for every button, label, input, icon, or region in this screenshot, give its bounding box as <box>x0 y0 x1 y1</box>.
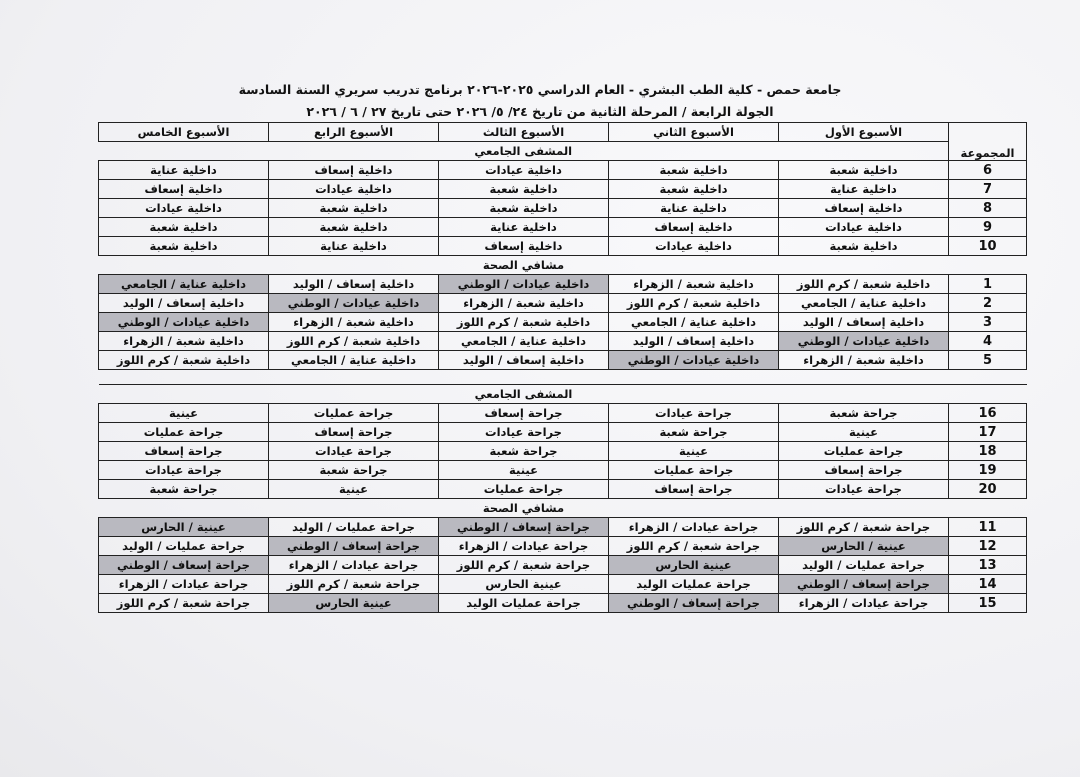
group-column-header: المجموعة <box>949 123 1027 161</box>
schedule-cell: داخلية عيادات <box>99 199 269 218</box>
table-row <box>99 404 1027 423</box>
table-row <box>99 518 1027 537</box>
group-number: 20 <box>949 480 1027 499</box>
schedule-cell: داخلية عيادات <box>439 161 609 180</box>
schedule-cell: جراحة شعبة <box>269 461 439 480</box>
schedule-cell: جراحة شعبة / كرم اللوز <box>269 575 439 594</box>
table-row <box>99 275 1027 294</box>
group-number: 5 <box>949 351 1027 370</box>
schedule-cell: داخلية عناية <box>609 199 779 218</box>
schedule-cell: داخلية عناية / الجامعي <box>269 351 439 370</box>
section-title: المشفى الجامعي <box>99 385 949 404</box>
group-number: 11 <box>949 518 1027 537</box>
schedule-cell: داخلية شعبة <box>269 199 439 218</box>
schedule-cell: عينية <box>609 442 779 461</box>
group-number: 17 <box>949 423 1027 442</box>
schedule-table <box>98 122 1027 613</box>
schedule-cell: عينية / الحارس <box>779 537 949 556</box>
section-spacer <box>949 256 1027 275</box>
schedule-cell: داخلية عناية / الجامعي <box>99 275 269 294</box>
schedule-cell: داخلية شعبة / الزهراء <box>609 275 779 294</box>
group-number: 14 <box>949 575 1027 594</box>
schedule-cell: داخلية عناية <box>439 218 609 237</box>
group-number: 13 <box>949 556 1027 575</box>
schedule-cell: جراحة إسعاف / الوطني <box>269 537 439 556</box>
schedule-cell: داخلية شعبة <box>609 161 779 180</box>
table-row <box>99 461 1027 480</box>
schedule-cell: داخلية شعبة <box>439 199 609 218</box>
schedule-cell: عينية / الحارس <box>99 518 269 537</box>
table-row <box>99 161 1027 180</box>
week-header: الأسبوع الرابع <box>269 123 439 142</box>
section-spacer <box>949 385 1027 404</box>
schedule-cell: جراحة عيادات <box>269 442 439 461</box>
schedule-cell: داخلية عيادات / الوطني <box>269 294 439 313</box>
schedule-cell: جراحة عمليات <box>99 423 269 442</box>
schedule-cell: داخلية شعبة / كرم اللوز <box>99 351 269 370</box>
table-row <box>99 537 1027 556</box>
schedule-cell: عينية الحارس <box>439 575 609 594</box>
schedule-cell: داخلية شعبة <box>99 237 269 256</box>
schedule-cell: داخلية عيادات / الوطني <box>439 275 609 294</box>
gap-cell <box>99 370 1027 385</box>
table-row <box>99 480 1027 499</box>
schedule-cell: داخلية شعبة / الزهراء <box>439 294 609 313</box>
group-number: 10 <box>949 237 1027 256</box>
schedule-cell: داخلية عيادات <box>269 180 439 199</box>
schedule-cell: جراحة عمليات / الوليد <box>99 537 269 556</box>
schedule-cell: جراحة عمليات الوليد <box>439 594 609 613</box>
schedule-cell: جراحة إسعاف <box>439 404 609 423</box>
schedule-cell: جراحة عمليات <box>609 461 779 480</box>
schedule-cell: عينية <box>439 461 609 480</box>
schedule-cell: جراحة عيادات / الزهراء <box>99 575 269 594</box>
schedule-cell: جراحة إسعاف <box>269 423 439 442</box>
schedule-cell: جراحة عمليات <box>779 442 949 461</box>
schedule-cell: جراحة عمليات <box>269 404 439 423</box>
schedule-cell: داخلية إسعاف <box>99 180 269 199</box>
group-number: 19 <box>949 461 1027 480</box>
section-row <box>99 142 1027 161</box>
schedule-cell: جراحة شعبة / كرم اللوز <box>609 537 779 556</box>
schedule-cell: داخلية إسعاف <box>439 237 609 256</box>
table-row <box>99 294 1027 313</box>
schedule-cell: جراحة عمليات / الوليد <box>269 518 439 537</box>
schedule-cell: داخلية عيادات <box>779 218 949 237</box>
schedule-cell: داخلية شعبة / الزهراء <box>99 332 269 351</box>
schedule-cell: جراحة شعبة <box>609 423 779 442</box>
schedule-cell: داخلية عيادات / الوطني <box>779 332 949 351</box>
schedule-cell: داخلية عناية <box>99 161 269 180</box>
schedule-cell: عينية <box>779 423 949 442</box>
group-number: 12 <box>949 537 1027 556</box>
group-number: 9 <box>949 218 1027 237</box>
table-row <box>99 313 1027 332</box>
document-subtitle: الجولة الرابعة / المرحلة الثانية من تاريخ ٢٤/ ٥/ ٢٠٢٦ حتى تاريخ ٢٧ / ٦ / ٢٠٢٦ <box>306 104 774 119</box>
section-title: مشافي الصحة <box>99 256 949 275</box>
schedule-cell: داخلية شعبة / كرم اللوز <box>439 313 609 332</box>
group-number: 4 <box>949 332 1027 351</box>
schedule-cell: داخلية شعبة <box>439 180 609 199</box>
group-number: 8 <box>949 199 1027 218</box>
schedule-cell: داخلية عيادات / الوطني <box>99 313 269 332</box>
schedule-cell: جراحة عمليات <box>439 480 609 499</box>
schedule-cell: جراحة إسعاف <box>99 442 269 461</box>
schedule-cell: داخلية شعبة <box>779 237 949 256</box>
group-number: 3 <box>949 313 1027 332</box>
table-row <box>99 218 1027 237</box>
schedule-cell: جراحة عيادات <box>779 480 949 499</box>
schedule-cell: جراحة إسعاف <box>779 461 949 480</box>
schedule-cell: داخلية عناية / الجامعي <box>779 294 949 313</box>
schedule-cell: داخلية شعبة <box>269 218 439 237</box>
schedule-cell: جراحة إسعاف / الوطني <box>99 556 269 575</box>
group-number: 2 <box>949 294 1027 313</box>
schedule-cell: عينية <box>269 480 439 499</box>
schedule-cell: عينية الحارس <box>269 594 439 613</box>
table-row <box>99 199 1027 218</box>
group-number: 16 <box>949 404 1027 423</box>
group-number: 15 <box>949 594 1027 613</box>
schedule-cell: داخلية شعبة / الزهراء <box>269 313 439 332</box>
schedule-cell: داخلية شعبة <box>609 180 779 199</box>
section-title: المشفى الجامعي <box>99 142 949 161</box>
gap-row <box>99 370 1027 385</box>
schedule-cell: داخلية إسعاف <box>269 161 439 180</box>
schedule-cell: عينية <box>99 404 269 423</box>
schedule-cell: داخلية عناية <box>269 237 439 256</box>
section-title: مشافي الصحة <box>99 499 949 518</box>
table-row <box>99 575 1027 594</box>
schedule-cell: جراحة إسعاف / الوطني <box>439 518 609 537</box>
schedule-cell: جراحة عمليات / الوليد <box>779 556 949 575</box>
header-row <box>99 123 1027 142</box>
schedule-cell: جراحة عيادات / الزهراء <box>439 537 609 556</box>
table-row <box>99 556 1027 575</box>
table-row <box>99 351 1027 370</box>
section-row <box>99 499 1027 518</box>
schedule-cell: داخلية شعبة / كرم اللوز <box>779 275 949 294</box>
week-header: الأسبوع الأول <box>779 123 949 142</box>
week-header: الأسبوع الثاني <box>609 123 779 142</box>
table-row <box>99 442 1027 461</box>
schedule-cell: جراحة شعبة <box>779 404 949 423</box>
schedule-cell: جراحة شعبة / كرم اللوز <box>779 518 949 537</box>
schedule-cell: جراحة عيادات <box>609 404 779 423</box>
schedule-cell: داخلية عيادات / الوطني <box>609 351 779 370</box>
table-row <box>99 180 1027 199</box>
schedule-cell: داخلية شعبة / كرم اللوز <box>269 332 439 351</box>
schedule-cell: جراحة شعبة / كرم اللوز <box>99 594 269 613</box>
group-number: 6 <box>949 161 1027 180</box>
schedule-cell: عينية الحارس <box>609 556 779 575</box>
week-header: الأسبوع الثالث <box>439 123 609 142</box>
group-number: 18 <box>949 442 1027 461</box>
schedule-cell: داخلية إسعاف / الوليد <box>439 351 609 370</box>
schedule-cell: جراحة عيادات / الزهراء <box>779 594 949 613</box>
table-row <box>99 423 1027 442</box>
schedule-cell: داخلية عيادات <box>609 237 779 256</box>
schedule-cell: داخلية شعبة / الزهراء <box>779 351 949 370</box>
document-title: جامعة حمص - كلية الطب البشري - العام الدراسي ٢٠٢٥-٢٠٢٦ برنامج تدريب سريري السنة السادسة <box>238 82 842 97</box>
section-row <box>99 256 1027 275</box>
schedule-cell: داخلية عناية / الجامعي <box>609 313 779 332</box>
schedule-cell: داخلية إسعاف / الوليد <box>269 275 439 294</box>
schedule-cell: داخلية شعبة <box>99 218 269 237</box>
group-number: 7 <box>949 180 1027 199</box>
schedule-cell: داخلية عناية / الجامعي <box>439 332 609 351</box>
schedule-cell: داخلية شعبة / كرم اللوز <box>609 294 779 313</box>
schedule-cell: جراحة عيادات <box>439 423 609 442</box>
schedule-cell: جراحة عمليات الوليد <box>609 575 779 594</box>
schedule-cell: جراحة إسعاف <box>609 480 779 499</box>
schedule-cell: جراحة عيادات / الزهراء <box>269 556 439 575</box>
section-spacer <box>949 499 1027 518</box>
schedule-cell: داخلية إسعاف <box>779 199 949 218</box>
schedule-cell: داخلية إسعاف / الوليد <box>99 294 269 313</box>
schedule-cell: جراحة إسعاف / الوطني <box>609 594 779 613</box>
schedule-cell: داخلية إسعاف / الوليد <box>779 313 949 332</box>
schedule-cell: جراحة عيادات / الزهراء <box>609 518 779 537</box>
schedule-cell: داخلية إسعاف / الوليد <box>609 332 779 351</box>
section-row <box>99 385 1027 404</box>
schedule-cell: جراحة شعبة <box>439 442 609 461</box>
week-header: الأسبوع الخامس <box>99 123 269 142</box>
table-row <box>99 332 1027 351</box>
table-row <box>99 594 1027 613</box>
table-row <box>99 237 1027 256</box>
schedule-cell: داخلية عناية <box>779 180 949 199</box>
schedule-cell: داخلية شعبة <box>779 161 949 180</box>
group-number: 1 <box>949 275 1027 294</box>
schedule-cell: جراحة إسعاف / الوطني <box>779 575 949 594</box>
schedule-cell: جراحة عيادات <box>99 461 269 480</box>
schedule-cell: داخلية إسعاف <box>609 218 779 237</box>
schedule-cell: جراحة شعبة <box>99 480 269 499</box>
schedule-cell: جراحة شعبة / كرم اللوز <box>439 556 609 575</box>
